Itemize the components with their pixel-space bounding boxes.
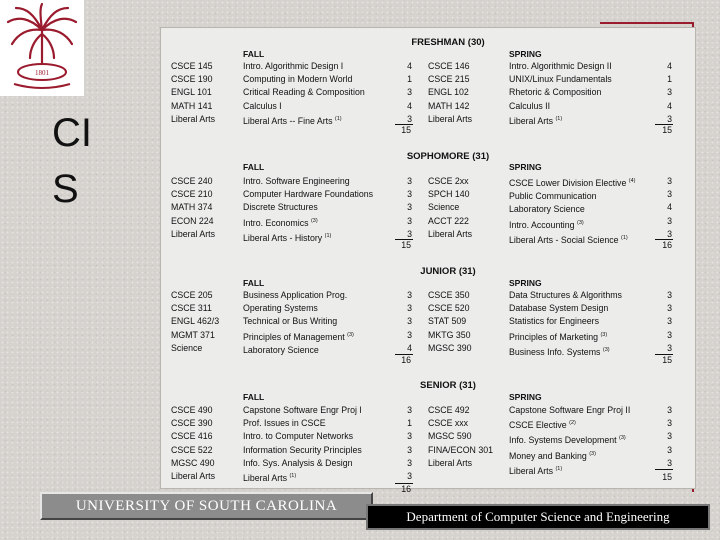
credit-hours: 3 <box>667 290 672 300</box>
footnote-ref: (2) <box>569 420 576 427</box>
semester-fall-head: FALL <box>243 392 265 402</box>
course-name: Technical or Bus Writing <box>243 316 338 327</box>
credit-hours: 3 <box>407 113 412 124</box>
credit-hours: 3 <box>667 87 672 98</box>
spring-credits <box>656 60 672 126</box>
footnote-ref: (3) <box>600 331 608 338</box>
fall-course-names <box>243 404 362 485</box>
credit-hours: 3 <box>667 215 672 226</box>
course-name: Calculus II <box>509 100 551 111</box>
course-name: Intro. to Computer Networks <box>243 431 353 442</box>
course-code: Liberal Arts <box>428 113 473 124</box>
fall-total: 16 <box>401 484 411 494</box>
year-title-sophomore: SOPHOMORE (31) <box>406 151 490 162</box>
total-rule <box>655 469 673 470</box>
course-code: Liberal Arts <box>428 228 473 239</box>
spring-course-names <box>509 175 636 247</box>
spring-credits <box>656 289 672 355</box>
course-code: CSCE 522 <box>171 444 213 455</box>
credit-hours: 3 <box>667 228 672 239</box>
credit-hours: 3 <box>407 189 412 200</box>
palmetto-seal-icon <box>0 0 84 96</box>
course-name: Information Security Principles <box>243 444 362 455</box>
credit-hours: 3 <box>407 202 412 213</box>
semester-spring-head: SPRING <box>509 49 542 59</box>
spring-credits <box>656 404 672 470</box>
course-name: Liberal Arts - History $^{(1)}$ <box>243 232 332 243</box>
spring-course-names <box>509 404 630 478</box>
course-name: Liberal Arts -- Fine Arts $^{(1)}$ <box>243 115 342 126</box>
credit-hours: 4 <box>407 61 412 71</box>
fall-course-names <box>243 175 373 245</box>
course-code: Liberal Arts <box>428 457 473 468</box>
footnote-ref: (3) <box>589 450 596 457</box>
semester-spring-head: SPRING <box>509 392 542 402</box>
spring-total: 15 <box>662 472 672 482</box>
course-code: ENGL 462/3 <box>171 316 220 327</box>
course-name: Capstone Software Engr Proj I <box>243 405 362 415</box>
footnote-ref: (3) <box>602 346 610 353</box>
semester-spring-head: SPRING <box>509 162 542 172</box>
spring-total: 15 <box>662 355 672 365</box>
semester-fall-head: FALL <box>243 278 265 288</box>
credit-hours: 3 <box>407 316 412 327</box>
credit-hours: 3 <box>667 316 672 327</box>
course-code: FINA/ECON 301 <box>428 444 494 455</box>
credit-hours: 4 <box>407 342 412 353</box>
footnote-ref: (1) <box>555 115 563 122</box>
credit-hours: 1 <box>667 74 672 85</box>
fall-course-codes <box>171 175 215 241</box>
credit-hours: 3 <box>407 329 412 340</box>
course-name: Intro. Algorithmic Design II <box>509 61 612 71</box>
fall-course-codes <box>171 60 215 126</box>
credit-hours: 3 <box>667 418 672 429</box>
credit-hours: 3 <box>667 457 672 468</box>
course-code: ACCT 222 <box>428 215 469 226</box>
course-name: Computer Hardware Foundations <box>243 189 374 200</box>
side-title-line: S <box>52 167 79 211</box>
footnote-ref: (3) <box>619 435 626 442</box>
course-code: MATH 374 <box>171 202 213 213</box>
fall-credits <box>396 175 412 241</box>
credit-hours: 1 <box>407 418 412 429</box>
course-name: Liberal Arts $^{(1)}$ <box>243 473 297 484</box>
course-name: Liberal Arts $^{(1)}$ <box>509 115 563 126</box>
slide-side-title <box>52 105 102 217</box>
spring-course-codes <box>428 404 493 470</box>
credit-hours: 3 <box>407 228 412 239</box>
fall-course-codes <box>171 404 215 483</box>
course-code: CSCE 190 <box>171 74 213 85</box>
course-code: Liberal Arts <box>171 471 216 482</box>
fall-total: 16 <box>401 355 411 365</box>
course-name: Business Info. Systems $^{(3)}$ <box>509 346 610 357</box>
side-title-line: CI <box>52 111 92 155</box>
credit-hours: 4 <box>667 100 672 111</box>
footer-university-name: UNIVERSITY OF SOUTH CAROLINA <box>40 492 373 520</box>
footnote-ref: (3) <box>347 331 354 338</box>
semester-spring-head: SPRING <box>509 278 542 288</box>
course-name: Business Application Prog. <box>243 290 348 300</box>
course-code: CSCE 520 <box>428 303 470 314</box>
course-name: Laboratory Science <box>243 344 319 355</box>
course-code: CSCE 240 <box>171 176 213 186</box>
course-name: Intro. Economics $^{(3)}$ <box>243 217 318 228</box>
spring-course-codes <box>428 175 472 241</box>
footnote-ref: (1) <box>324 232 332 239</box>
course-name: Data Structures & Algorithms <box>509 290 622 300</box>
university-logo <box>0 0 84 96</box>
course-code: STAT 509 <box>428 316 467 327</box>
course-name: Info. Systems Development $^{(3)}$ <box>509 435 626 446</box>
spring-course-names <box>509 289 622 359</box>
footnote-ref: (3) <box>310 217 318 224</box>
course-name: Computing in Modern World <box>243 74 353 85</box>
fall-course-names <box>243 289 354 357</box>
credit-hours: 3 <box>407 176 412 186</box>
course-code: MKTG 350 <box>428 329 471 340</box>
credit-hours: 1 <box>407 74 412 85</box>
spring-total: 15 <box>662 125 672 135</box>
course-name: Operating Systems <box>243 303 318 314</box>
credit-hours: 4 <box>407 100 412 111</box>
course-name: Rhetoric & Composition <box>509 87 602 98</box>
course-name: Prof. Issues in CSCE <box>243 418 326 429</box>
course-name: Capstone Software Engr Proj II <box>509 405 631 415</box>
course-name: CSCE Lower Division Elective $^{(4)}$ <box>509 178 636 188</box>
svg-text:1801: 1801 <box>35 69 49 77</box>
credit-hours: 3 <box>667 405 672 415</box>
credit-hours: 3 <box>407 444 412 455</box>
course-name: CSCE Elective $^{(2)}$ <box>509 420 576 431</box>
course-code: CSCE 416 <box>171 431 213 442</box>
fall-total: 15 <box>401 240 411 250</box>
footnote-ref: (1) <box>620 234 628 241</box>
course-name: Info. Sys. Analysis & Design <box>243 457 353 468</box>
credit-hours: 3 <box>667 342 672 353</box>
course-code: SPCH 140 <box>428 189 470 200</box>
garnet-border-top <box>600 22 694 24</box>
course-name: UNIX/Linux Fundamentals <box>509 74 612 85</box>
credit-hours: 3 <box>407 87 412 98</box>
course-code: CSCE 205 <box>171 290 213 300</box>
course-name: Intro. Accounting $^{(3)}$ <box>509 219 584 230</box>
course-code: Science <box>171 342 203 353</box>
course-name: Discrete Structures <box>243 202 318 213</box>
credit-hours: 3 <box>407 431 412 442</box>
spring-total: 16 <box>662 240 672 250</box>
fall-course-names <box>243 60 365 128</box>
course-name: Public Communication <box>509 191 597 202</box>
credit-hours: 3 <box>407 471 412 482</box>
course-code: ENGL 101 <box>171 87 212 98</box>
year-title-senior: SENIOR (31) <box>420 380 476 391</box>
course-code: CSCE xxx <box>428 418 469 429</box>
fall-credits <box>396 289 412 355</box>
footnote-ref: (1) <box>555 465 563 472</box>
credit-hours: 4 <box>667 61 672 71</box>
credit-hours: 3 <box>667 431 672 442</box>
credit-hours: 3 <box>407 290 412 300</box>
semester-fall-head: FALL <box>243 162 265 172</box>
course-code: Liberal Arts <box>171 113 216 124</box>
course-name: Database System Design <box>509 303 609 314</box>
course-name: Statistics for Engineers <box>509 316 599 327</box>
course-name: Money and Banking $^{(3)}$ <box>509 450 596 461</box>
course-name: Critical Reading & Composition <box>243 87 365 98</box>
year-title-freshman: FRESHMAN (30) <box>411 37 485 48</box>
spring-course-names <box>509 60 612 128</box>
course-code: MATH 142 <box>428 100 470 111</box>
credit-hours: 3 <box>667 303 672 314</box>
semester-fall-head: FALL <box>243 49 265 59</box>
course-code: MGSC 590 <box>428 431 472 442</box>
course-code: CSCE 311 <box>171 303 212 314</box>
footer-department-name: Department of Computer Science and Engineering <box>366 504 710 530</box>
course-name: Liberal Arts $^{(1)}$ <box>509 465 563 476</box>
course-code: CSCE 145 <box>171 61 213 71</box>
footnote-ref: (1) <box>334 115 342 122</box>
course-name: Liberal Arts - Social Science $^{(1)}$ <box>509 234 628 245</box>
fall-total: 15 <box>401 125 411 135</box>
course-name: Principles of Management $^{(3)}$ <box>243 331 354 342</box>
course-code: CSCE 490 <box>171 405 213 415</box>
course-name: Laboratory Science <box>509 204 585 215</box>
fall-credits <box>396 60 412 126</box>
course-name: Intro. Algorithmic Design I <box>243 61 344 71</box>
course-code: CSCE 210 <box>171 189 213 200</box>
year-title-junior: JUNIOR (31) <box>420 266 476 277</box>
course-code: MGSC 390 <box>428 342 472 353</box>
course-code: Science <box>428 202 460 213</box>
spring-course-codes <box>428 289 472 355</box>
spring-credits <box>656 175 672 241</box>
course-code: MATH 141 <box>171 100 213 111</box>
course-code: CSCE 146 <box>428 61 470 71</box>
credit-hours: 3 <box>667 176 672 186</box>
footnote-ref: (3) <box>576 219 584 226</box>
course-name: Calculus I <box>243 100 282 111</box>
course-code: CSCE 350 <box>428 290 470 300</box>
footnote-ref: (1) <box>289 473 297 480</box>
course-code: ENGL 102 <box>428 87 469 98</box>
course-code: CSCE 390 <box>171 418 213 429</box>
credit-hours: 3 <box>407 303 412 314</box>
credit-hours: 3 <box>407 215 412 226</box>
course-code: CSCE 215 <box>428 74 470 85</box>
credit-hours: 3 <box>667 444 672 455</box>
course-code: MGSC 490 <box>171 457 215 468</box>
course-name: Intro. Software Engineering <box>243 176 350 186</box>
credit-hours: 3 <box>667 329 672 340</box>
course-code: Liberal Arts <box>171 228 216 239</box>
spring-course-codes <box>428 60 472 126</box>
credit-hours: 3 <box>667 189 672 200</box>
credit-hours: 3 <box>667 113 672 124</box>
course-code: ECON 224 <box>171 215 214 226</box>
footnote-ref: (4) <box>628 178 636 184</box>
course-name: Principles of Marketing $^{(3)}$ <box>509 331 608 342</box>
fall-credits <box>396 404 412 483</box>
credit-hours: 3 <box>407 405 412 415</box>
course-code: MGMT 371 <box>171 329 215 340</box>
course-code: CSCE 492 <box>428 405 470 415</box>
course-code: CSCE 2xx <box>428 176 469 186</box>
fall-course-codes <box>171 289 219 355</box>
credit-hours: 4 <box>667 202 672 213</box>
credit-hours: 3 <box>407 457 412 468</box>
